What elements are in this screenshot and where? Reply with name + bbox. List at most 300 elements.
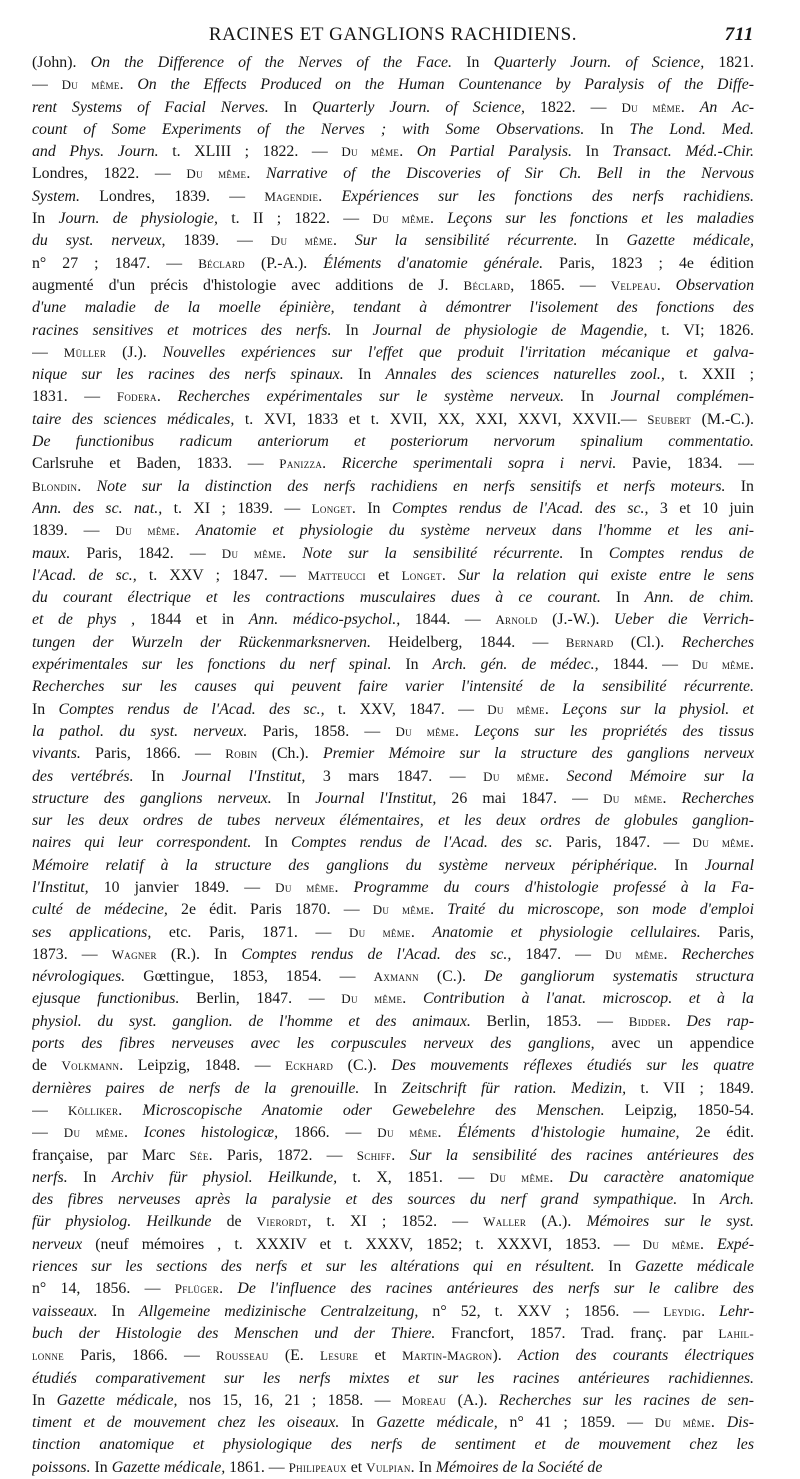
italic-title: De functionibus radicum anteriorum et posteriorum nervorum spinalium commentatio. bbox=[32, 433, 754, 451]
text-run: . bbox=[441, 566, 458, 584]
text-line bbox=[32, 320, 754, 342]
italic-title: Journal de physiologie de Magendie, bbox=[372, 321, 648, 339]
italic-title: Archiv für physiol. Heilkunde, bbox=[111, 1168, 338, 1186]
text-run: . bbox=[544, 767, 567, 785]
text-run: ). bbox=[492, 1347, 518, 1365]
italic-title: étudiés comparativement sur les nerfs mixtes et sur les racines antérieures rachidiennes. bbox=[32, 1369, 754, 1387]
text-run: . bbox=[666, 1012, 687, 1030]
italic-title: Recherches bbox=[681, 633, 754, 651]
italic-title: Annales des sciences naturelles zool., bbox=[385, 366, 665, 384]
italic-title: Journal complémen- bbox=[610, 388, 754, 406]
italic-title: Éléments d'histologie humaine, bbox=[457, 1124, 680, 1142]
text-run: et bbox=[365, 566, 402, 584]
italic-title: Transact. Méd.-Chir. bbox=[612, 143, 754, 161]
italic-title: racines sensitives et motrices des nerfs. bbox=[32, 321, 332, 339]
italic-title: Arch. bbox=[719, 1191, 754, 1209]
text-run: In bbox=[725, 477, 754, 495]
text-line bbox=[32, 52, 754, 74]
text-line bbox=[32, 766, 754, 788]
author-name: Philipeaux bbox=[288, 1459, 347, 1475]
text-run: Leipzig, 1850-54. bbox=[604, 1101, 754, 1119]
author-name: Du même bbox=[395, 723, 455, 739]
text-run: . bbox=[663, 945, 682, 963]
text-run: , 1865. — bbox=[510, 276, 611, 294]
text-run: et bbox=[346, 1458, 367, 1476]
text-run: 26 mai 1847. — bbox=[436, 789, 604, 807]
text-run: Pavie, 1834. — bbox=[616, 455, 754, 473]
author-name: Robin bbox=[225, 746, 258, 762]
text-run: . bbox=[118, 1101, 143, 1119]
text-run: (C.). bbox=[333, 1057, 392, 1075]
italic-title: Comptes rendus de l'Acad. des sc., bbox=[241, 945, 512, 963]
text-run: . bbox=[430, 901, 448, 919]
text-run: . bbox=[391, 1146, 410, 1164]
text-run: In bbox=[600, 589, 645, 607]
text-run: 2e édit. Paris 1870. — bbox=[167, 901, 373, 919]
text-run: Berlin, 1853. — bbox=[470, 1012, 629, 1030]
text-run: In bbox=[339, 1414, 377, 1432]
author-name: Matteucci bbox=[308, 567, 366, 583]
text-run: In bbox=[67, 1168, 112, 1186]
text-line bbox=[32, 498, 754, 520]
text-run: (A.). bbox=[446, 1391, 499, 1409]
italic-title: Lehr- bbox=[719, 1302, 754, 1320]
author-name: Volkmann bbox=[61, 1058, 120, 1074]
text-line bbox=[32, 1033, 754, 1055]
italic-title: taire des sciences médicales, bbox=[32, 410, 235, 428]
italic-title: Second Mémoire sur la bbox=[566, 767, 754, 785]
text-run: (P.-A.). bbox=[244, 254, 324, 272]
text-line bbox=[32, 632, 754, 654]
author-name: Waller bbox=[483, 1214, 527, 1230]
text-run: . bbox=[119, 76, 138, 94]
italic-title: Comptes rendus de l'Acad. des sc., bbox=[391, 499, 649, 517]
text-line bbox=[32, 565, 754, 587]
author-name: Du même bbox=[270, 233, 333, 249]
text-run: 1839. — bbox=[165, 232, 271, 250]
text-line bbox=[32, 1078, 754, 1100]
text-run: 1844 et in bbox=[135, 611, 249, 629]
text-run: Paris, 1858. — bbox=[247, 722, 396, 740]
italic-title: Éléments d'anatomie générale. bbox=[323, 254, 544, 272]
italic-title: Allgemeine medizinische Centralzeitung, bbox=[138, 1302, 419, 1320]
italic-title: Gazette médicale, bbox=[376, 1414, 498, 1432]
text-run: 1821. bbox=[704, 54, 754, 71]
italic-title: Comptes rendus de l'Acad. des sc. bbox=[290, 834, 553, 852]
text-run: . bbox=[282, 544, 303, 562]
text-run: 1831. — bbox=[32, 388, 117, 406]
text-line bbox=[32, 1055, 754, 1077]
italic-title: Anatomie et physiologie du système nerveux dans l'homme et les ani- bbox=[195, 522, 754, 540]
author-name: Du même bbox=[115, 523, 176, 539]
text-run: Paris, 1842. — bbox=[70, 544, 222, 562]
italic-title: Du caractère anatomique bbox=[568, 1168, 754, 1186]
text-run: In bbox=[564, 388, 611, 406]
text-run: t. XXV, 1847. — bbox=[324, 700, 488, 718]
author-name: Du même bbox=[275, 879, 335, 895]
text-line bbox=[32, 520, 754, 542]
italic-title: névrologiques. bbox=[32, 968, 126, 986]
text-line bbox=[32, 1256, 754, 1278]
text-line bbox=[32, 1011, 754, 1033]
author-name: Blondin bbox=[32, 478, 78, 494]
text-line bbox=[32, 1100, 754, 1122]
text-line bbox=[32, 1412, 754, 1434]
italic-title: vivants. bbox=[32, 745, 81, 763]
text-run: . bbox=[175, 522, 196, 540]
italic-title: Programme du cours d'histologie professé à la Fa- bbox=[353, 878, 754, 896]
italic-title: Zeitschrift für ration. Medizin, bbox=[401, 1079, 627, 1097]
text-run: (J.-W.). bbox=[537, 611, 615, 629]
text-line bbox=[32, 1278, 754, 1300]
italic-title: des vertébrés. bbox=[32, 767, 134, 785]
italic-title: Comptes rendus de l'Acad. des sc., bbox=[58, 700, 325, 718]
text-run: t. II ; 1822. — bbox=[217, 210, 373, 228]
italic-title: Contribution à l'anat. microscop. et à la bbox=[422, 990, 754, 1008]
text-run: In bbox=[391, 656, 433, 674]
text-run: 1839. — bbox=[32, 522, 116, 540]
author-name: Vierordt bbox=[256, 1214, 308, 1230]
text-run: 1844. — bbox=[400, 611, 496, 629]
text-run: . bbox=[77, 477, 97, 495]
author-name: Du même bbox=[691, 657, 751, 673]
text-line bbox=[32, 364, 754, 386]
author-name: Du même bbox=[63, 1125, 124, 1141]
text-line bbox=[32, 944, 754, 966]
text-line bbox=[32, 1122, 754, 1144]
italic-title: Note sur la distinction des nerfs rachidiens en nerfs sensitifs et nerfs moteurs. bbox=[96, 477, 726, 495]
italic-title: On the Effects Produced on the Human Countenance by Paralysis of the Diffe- bbox=[137, 76, 754, 94]
text-run: 2e édit. bbox=[679, 1124, 754, 1142]
italic-title: Narrative of the Discoveries of Sir Ch. Bell in the Nervous bbox=[265, 165, 754, 183]
author-name: Du même bbox=[348, 924, 411, 940]
text-line bbox=[32, 1457, 754, 1479]
author-name: Kölliker bbox=[68, 1102, 119, 1118]
running-head bbox=[32, 22, 754, 52]
text-line bbox=[32, 966, 754, 988]
text-line bbox=[32, 810, 754, 832]
italic-title: Microscopische Anatomie oder Gewebelehre des Menschen. bbox=[142, 1101, 605, 1119]
text-run: In bbox=[584, 120, 630, 138]
text-line bbox=[32, 275, 754, 297]
text-line bbox=[32, 587, 754, 609]
author-name: Bidder bbox=[628, 1013, 667, 1029]
text-line bbox=[32, 877, 754, 899]
text-run: t. XLIII ; 1822. — bbox=[158, 143, 342, 161]
italic-title: Icones histologicæ, bbox=[143, 1124, 279, 1142]
italic-title: d'une maladie de la moelle épinière, tendant à démontrer l'isolement des fonctions des bbox=[32, 299, 754, 317]
author-name: Du même bbox=[341, 991, 403, 1007]
italic-title: Expé- bbox=[717, 1235, 754, 1253]
italic-title: du courant électrique et les contractions musculaires dues à ce courant. bbox=[32, 589, 601, 607]
text-run: de bbox=[32, 1057, 62, 1075]
italic-title: Expériences sur les fonctions des nerfs rachidiens. bbox=[341, 187, 754, 205]
italic-title: sur les deux ordres de tubes nerveux élémentaires, et les deux ordres de globules ganglion- bbox=[32, 812, 754, 830]
text-run: (R.). In bbox=[156, 945, 242, 963]
text-run: (M.-C.). bbox=[691, 410, 754, 428]
text-run: Paris, 1823 ; 4e édition bbox=[543, 254, 754, 272]
text-run: française, par Marc bbox=[32, 1146, 190, 1164]
text-run: In bbox=[571, 143, 613, 161]
text-run: In bbox=[594, 1258, 635, 1276]
text-run: . bbox=[399, 143, 417, 161]
text-run: 10 janvier 1849. — bbox=[88, 878, 276, 896]
text-run: Londres, 1839. — bbox=[79, 187, 265, 205]
text-line bbox=[32, 1167, 754, 1189]
italic-title: Quarterly Journ. of Science, bbox=[311, 98, 525, 116]
text-run: . bbox=[455, 722, 475, 740]
italic-title: ports des fibres nerveuses avec les corpuscules nerveux des ganglions, bbox=[32, 1035, 595, 1053]
italic-title: timent et de mouvement chez les oiseaux. bbox=[32, 1414, 340, 1432]
text-run: t. XVI, 1833 et t. XVII, XX, XXI, XXVI, XXVII.— bbox=[234, 410, 648, 428]
italic-title: Action des courants électriques bbox=[517, 1347, 754, 1365]
italic-title: Ann. de chim. bbox=[644, 589, 754, 607]
text-run: 1866. — bbox=[278, 1124, 378, 1142]
text-run: n° 52, t. XXV ; 1856. — bbox=[418, 1302, 664, 1320]
italic-title: System. bbox=[32, 187, 80, 205]
author-name: Sée bbox=[189, 1147, 209, 1163]
text-run: t. VI; 1826. bbox=[647, 321, 754, 339]
author-name: Du même bbox=[603, 790, 663, 806]
text-line bbox=[32, 922, 754, 944]
author-name: Du même bbox=[186, 166, 247, 182]
italic-title: et de phys , bbox=[32, 611, 136, 629]
italic-title: Anatomie et physiologie cellulaires. bbox=[432, 923, 701, 941]
text-run: . bbox=[750, 656, 754, 674]
text-line bbox=[32, 386, 754, 408]
italic-title: Gazette médicale bbox=[634, 1258, 754, 1276]
text-run: 1822. — bbox=[525, 98, 622, 116]
text-run: t. X, 1851. — bbox=[337, 1168, 490, 1186]
text-run: . bbox=[430, 210, 448, 228]
italic-title: nique sur les racines des nerfs spinaux. bbox=[32, 366, 344, 384]
italic-title: Nouvelles expériences sur l'effet que produit l'irritation mécanique et galva- bbox=[162, 343, 754, 361]
author-name: Du même bbox=[654, 1415, 711, 1431]
text-run: (A.). bbox=[526, 1213, 587, 1231]
text-line bbox=[32, 186, 754, 208]
author-name: Du même bbox=[621, 99, 681, 115]
text-line bbox=[32, 609, 754, 631]
italic-title: des fibres nerveuses après la paralysie et des sources du nerf grand sympathique. bbox=[32, 1191, 678, 1209]
italic-title: structure des ganglions nerveux. bbox=[32, 789, 272, 807]
italic-title: Gazette médicale, bbox=[56, 1391, 178, 1409]
italic-title: Journal l'Institut, bbox=[315, 789, 437, 807]
italic-title: tungen der Wurzeln der Rückenmarksnerven. bbox=[32, 633, 371, 651]
author-name: Fodera bbox=[116, 389, 157, 405]
italic-title: Mémoires de la Société de bbox=[435, 1458, 603, 1476]
text-run: . bbox=[402, 990, 423, 1008]
author-name: Pflüger bbox=[174, 1281, 220, 1297]
author-name: Panizza bbox=[279, 456, 323, 472]
text-run: . bbox=[246, 165, 266, 183]
text-line bbox=[32, 988, 754, 1010]
text-line bbox=[32, 453, 754, 475]
text-line bbox=[32, 409, 754, 431]
author-name: Lesure bbox=[319, 1348, 359, 1364]
text-run: In bbox=[657, 856, 705, 874]
text-run: nos 15, 16, 21 ; 1858. — bbox=[177, 1391, 402, 1409]
text-run: (J.). bbox=[106, 343, 163, 361]
italic-title: Recherches sur les racines de sen- bbox=[498, 1391, 754, 1409]
italic-title: The Lond. Med. bbox=[629, 120, 754, 138]
text-run: — bbox=[32, 1124, 64, 1142]
text-run: In bbox=[577, 232, 627, 250]
italic-title: nerfs. bbox=[32, 1168, 68, 1186]
text-run: . bbox=[549, 1168, 569, 1186]
author-name: Magendie bbox=[264, 188, 319, 204]
text-run: . In bbox=[410, 1458, 436, 1476]
text-run: Heidelberg, 1844. — bbox=[370, 633, 566, 651]
italic-title: Recherches bbox=[681, 945, 754, 963]
italic-title: On Partial Paralysis. bbox=[416, 143, 572, 161]
text-run: Carlsruhe et Baden, 1833. — bbox=[32, 455, 280, 473]
author-name: Lahil- bbox=[718, 1325, 754, 1341]
text-line bbox=[32, 788, 754, 810]
text-line bbox=[32, 208, 754, 230]
italic-title: Recherches expérimentales sur le système nerveux. bbox=[177, 388, 565, 406]
author-name: Béclard bbox=[463, 277, 511, 293]
text-line bbox=[32, 119, 754, 141]
italic-title: la pathol. du syst. nerveux. bbox=[32, 722, 248, 740]
text-run: — bbox=[32, 1101, 68, 1119]
author-name: lonne bbox=[32, 1348, 64, 1364]
italic-title: Observation bbox=[675, 276, 754, 294]
text-run: . bbox=[156, 388, 178, 406]
italic-title: Ann. des sc. nat., bbox=[32, 499, 163, 517]
text-run: n° 27 ; 1847. — bbox=[32, 254, 199, 272]
italic-title: du syst. nerveux, bbox=[32, 232, 166, 250]
text-line bbox=[32, 163, 754, 185]
text-line bbox=[32, 230, 754, 252]
text-line bbox=[32, 97, 754, 119]
italic-title: Leçons sur la physiol. et bbox=[562, 700, 754, 718]
author-name: Vulpian bbox=[366, 1459, 411, 1475]
italic-title: Quarterly Journ. of Science, bbox=[493, 54, 705, 71]
italic-title: De gangliorum systematis structura bbox=[484, 968, 754, 986]
author-name: Leydig bbox=[663, 1303, 702, 1319]
text-line bbox=[32, 431, 754, 453]
running-title: RACINES ET GANGLIONS RACHIDIENS. bbox=[208, 24, 578, 45]
author-name: Eckhard bbox=[285, 1058, 334, 1074]
italic-title: count of Some Experiments of the Nerves ; with Some Observations. bbox=[32, 120, 585, 138]
italic-title: Mémoires sur le syst. bbox=[586, 1213, 754, 1231]
text-run: 1847. — bbox=[511, 945, 606, 963]
text-line bbox=[32, 74, 754, 96]
italic-title: An Ac- bbox=[699, 98, 754, 116]
text-run: . bbox=[318, 187, 342, 205]
author-name: Du même bbox=[642, 1236, 700, 1252]
text-run: — bbox=[32, 76, 62, 94]
text-run: 1844. — bbox=[598, 656, 692, 674]
text-run: Paris, 1866. — bbox=[80, 745, 226, 763]
author-name: Du même bbox=[487, 701, 545, 717]
author-name: Du même bbox=[377, 1125, 438, 1141]
text-line bbox=[32, 743, 754, 765]
text-run: In bbox=[32, 210, 59, 228]
text-run: 1861. — bbox=[225, 1458, 289, 1476]
text-line bbox=[32, 1189, 754, 1211]
text-run: . bbox=[701, 1302, 720, 1320]
italic-title: Ricerche sperimentali sopra i nervi. bbox=[341, 455, 617, 473]
italic-title: Gazette médicale, bbox=[626, 232, 754, 250]
text-run: . bbox=[219, 1280, 238, 1298]
text-run: . bbox=[123, 1124, 144, 1142]
text-line bbox=[32, 721, 754, 743]
italic-title: Comptes rendus de bbox=[608, 544, 754, 562]
italic-title: On the Difference of the Nerves of the Face. bbox=[90, 54, 453, 71]
text-run: Londres, 1822. — bbox=[32, 165, 187, 183]
text-run: . In bbox=[351, 499, 392, 517]
author-name: Moreau bbox=[401, 1392, 447, 1408]
text-run: Paris, 1847. — bbox=[552, 834, 693, 852]
author-name: Velpeau bbox=[610, 277, 657, 293]
text-run: In bbox=[452, 54, 494, 71]
italic-title: ejusque functionibus. bbox=[32, 990, 180, 1008]
text-run: In bbox=[32, 700, 59, 718]
italic-title: ses applications, bbox=[32, 923, 152, 941]
italic-title: poissons. bbox=[32, 1458, 91, 1476]
author-name: Béclard bbox=[198, 255, 245, 271]
text-run: . bbox=[334, 878, 354, 896]
text-run: In bbox=[90, 1458, 112, 1476]
text-run: augmenté d'un précis d'histologie avec additions de J. bbox=[32, 276, 464, 294]
text-run: In bbox=[677, 1191, 720, 1209]
text-run: In bbox=[268, 98, 312, 116]
text-line bbox=[32, 141, 754, 163]
text-run: In bbox=[133, 767, 182, 785]
text-line bbox=[32, 899, 754, 921]
author-name: Du même bbox=[372, 211, 430, 227]
text-run: In bbox=[32, 1391, 57, 1409]
text-run: . Paris, 1872. — bbox=[208, 1146, 357, 1164]
italic-title: expérimentales sur les fonctions du nerf spinal. bbox=[32, 656, 392, 674]
text-line bbox=[32, 654, 754, 676]
text-run: In bbox=[359, 1079, 402, 1097]
text-run: t. XXII ; bbox=[664, 366, 754, 384]
italic-title: Des rap- bbox=[686, 1012, 754, 1030]
text-run: . bbox=[700, 1235, 718, 1253]
italic-title: Des mouvements réflexes étudiés sur les quatre bbox=[391, 1057, 754, 1075]
text-run: Francfort, 1857. Trad. franç. par bbox=[435, 1324, 719, 1342]
text-line bbox=[32, 253, 754, 275]
author-name: Longet bbox=[401, 567, 442, 583]
italic-title: Note sur la sensibilité récurrente. bbox=[302, 544, 564, 562]
text-line bbox=[32, 699, 754, 721]
text-run: t. VII ; 1849. bbox=[626, 1079, 754, 1097]
italic-title: Ann. médico-psychol., bbox=[248, 611, 401, 629]
text-run: t. XXV ; 1847. — bbox=[136, 566, 309, 584]
italic-title: vaisseaux. bbox=[32, 1302, 98, 1320]
italic-title: Journal l'Institut, bbox=[181, 767, 306, 785]
author-name: Du même bbox=[483, 768, 545, 784]
text-line bbox=[32, 1434, 754, 1456]
text-run: (Ch.). bbox=[257, 745, 323, 763]
text-line bbox=[32, 1345, 754, 1367]
author-name: Longet bbox=[311, 500, 352, 516]
italic-title: Mémoire relatif à la structure des ganglions du système nerveux périphérique. bbox=[32, 856, 658, 874]
text-run: In bbox=[331, 321, 373, 339]
italic-title: naires qui leur correspondent. bbox=[32, 834, 252, 852]
text-run: (C.). bbox=[418, 968, 485, 986]
text-run: , t. XI ; 1852. — bbox=[307, 1213, 484, 1231]
author-name: Wagner bbox=[111, 946, 157, 962]
text-run: Gœttingue, 1853, 1854. — bbox=[125, 968, 374, 986]
text-line bbox=[32, 342, 754, 364]
italic-title: physiol. du syst. ganglion. de l'homme et des animaux. bbox=[32, 1012, 471, 1030]
text-run: In bbox=[251, 834, 291, 852]
italic-title: l'Institut, bbox=[32, 878, 89, 896]
italic-title: Recherches bbox=[681, 789, 754, 807]
